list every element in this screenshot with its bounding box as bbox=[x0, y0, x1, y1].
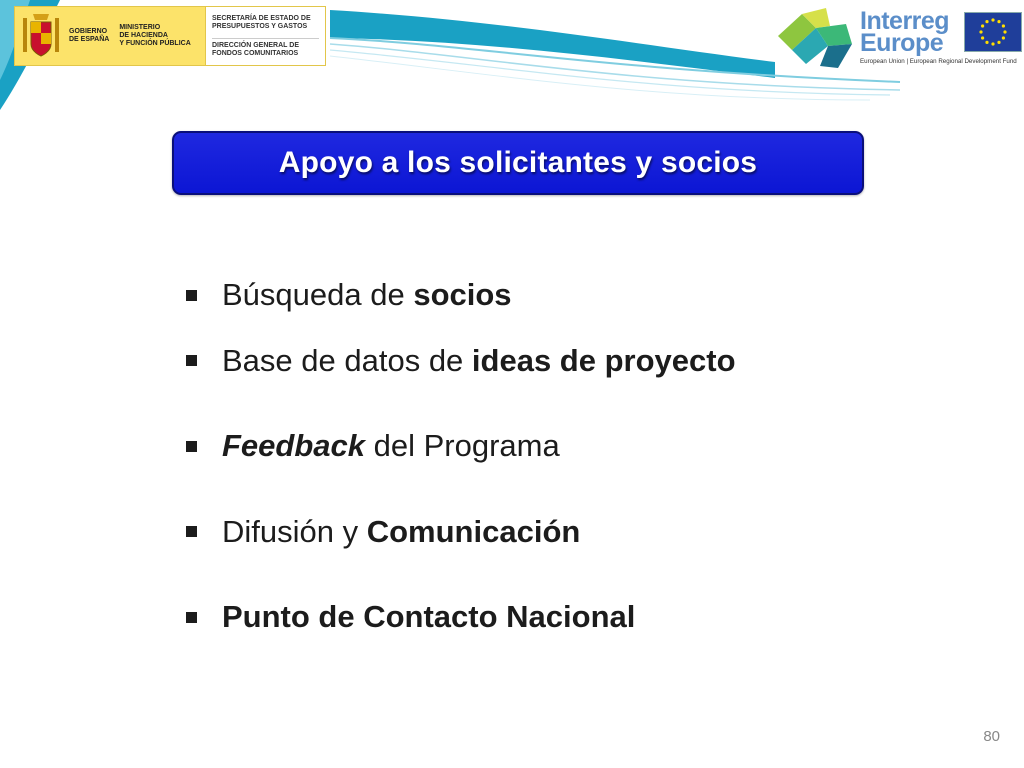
gov-line2: DE ESPAÑA bbox=[69, 36, 110, 43]
gov-line1: GOBIERNO bbox=[69, 28, 108, 35]
ministry-line3: Y FUNCIÓN PÚBLICA bbox=[119, 40, 191, 47]
slide-number: 80 bbox=[983, 728, 1000, 745]
square-bullet-icon bbox=[186, 526, 197, 537]
bullet-text: Búsqueda de bbox=[222, 277, 414, 312]
square-bullet-icon bbox=[186, 355, 197, 366]
bullet-list bbox=[186, 272, 736, 660]
ministry-line2: DE HACIENDA bbox=[119, 32, 168, 39]
interreg-word2: Europe bbox=[860, 29, 944, 57]
coat-of-arms-icon bbox=[19, 10, 63, 62]
square-bullet-icon bbox=[186, 441, 197, 452]
direction-text: DIRECCIÓN GENERAL DE FONDOS COMUNITARIOS bbox=[212, 38, 319, 58]
eu-flag-icon bbox=[964, 12, 1022, 52]
interreg-word1: Interreg bbox=[860, 7, 950, 35]
interreg-europe-logo bbox=[776, 6, 1024, 72]
slide-title: Apoyo a los solicitantes y socios bbox=[278, 146, 758, 179]
bullet-text: del Programa bbox=[365, 428, 560, 464]
bullet-text: Base de datos de bbox=[222, 342, 472, 378]
list-item bbox=[186, 318, 736, 404]
list-item bbox=[186, 575, 736, 661]
secretary-text: SECRETARÍA DE ESTADO DE PRESUPUESTOS Y GASTOS bbox=[212, 14, 311, 30]
bullet-bold-text: Comunicación bbox=[366, 513, 581, 549]
slide-title-box bbox=[172, 131, 864, 195]
bullet-text: Difusión y bbox=[222, 513, 367, 549]
bullet-bold-text: socios bbox=[413, 277, 512, 312]
list-item bbox=[186, 489, 736, 575]
list-item bbox=[186, 404, 736, 490]
gobierno-espana-logo bbox=[14, 6, 326, 66]
bullet-bold-text: ideas de proyecto bbox=[471, 342, 736, 378]
square-bullet-icon bbox=[186, 612, 197, 623]
ministry-line1: MINISTERIO bbox=[119, 24, 161, 31]
bullet-bold-text: Punto de Contacto Nacional bbox=[222, 599, 636, 635]
interreg-mark-icon bbox=[776, 6, 858, 72]
interreg-fund-text: European Union | European Regional Development Fund bbox=[860, 58, 1017, 65]
bullet-bold-italic-text: Feedback bbox=[222, 428, 366, 464]
list-item bbox=[186, 272, 736, 318]
square-bullet-icon bbox=[186, 290, 197, 301]
